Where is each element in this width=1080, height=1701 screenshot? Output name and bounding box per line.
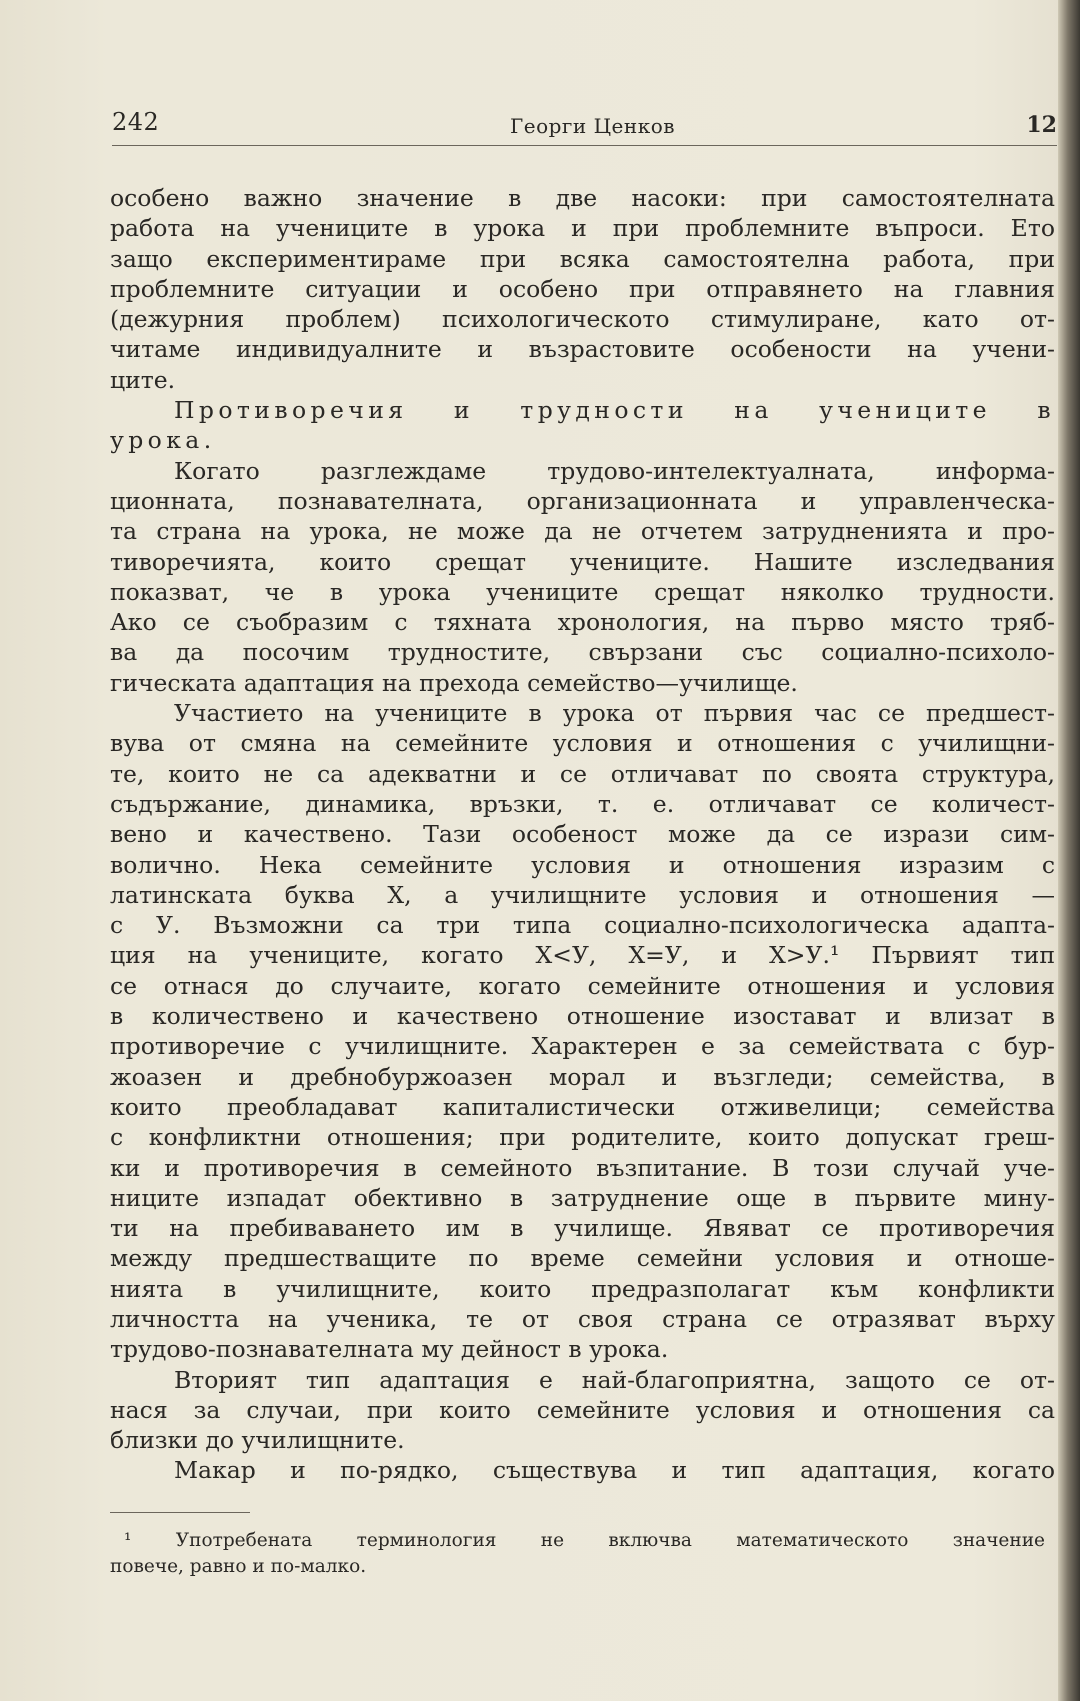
footnotes (110, 1528, 1045, 1580)
footnote-line: повече, равно и по-малко. (110, 1556, 367, 1577)
text-line: Ако се съобразим с тяхната хронология, на първо място тряб- (110, 608, 1055, 637)
header-rule (112, 145, 1057, 146)
text-line: личността на ученика, те от своя страна се отразяват върху (110, 1304, 1055, 1333)
text-line: ниците изпадат обективно в затруднение още в първите мину- (110, 1183, 1055, 1212)
main-text (110, 183, 1055, 1486)
text-line: показват, че в урока учениците срещат няколко трудности. (110, 577, 1055, 606)
text-line: ция на учениците, когато X<У, X=У, и X>У.¹ Първият тип (110, 941, 1055, 970)
text-line: защо експериментираме при всяка самостоятелна работа, при (110, 244, 1055, 273)
text-line: проблемните ситуации и особено при отправянето на главния (110, 274, 1055, 303)
text-line: с У. Възможни са три типа социално-психологическа адапта- (110, 911, 1055, 940)
text-line: ците. (110, 365, 176, 394)
text-line: гическата адаптация на прехода семейство—училище. (110, 668, 798, 697)
page-binding-edge (1058, 0, 1080, 1701)
text-line: ционната, познавателната, организационната и управленческа- (110, 486, 1055, 515)
text-line: работа на учениците в урока и при проблемните въпроси. Ето (110, 214, 1055, 243)
text-line: с конфликтни отношения; при родителите, които допускат греш- (110, 1123, 1055, 1152)
chapter-number: 12 (1026, 112, 1057, 138)
text-line: те, които не са адекватни и се отличават по своята структура, (110, 759, 1055, 788)
text-line: ки и противоречия в семейното възпитание. В този случай уче- (110, 1153, 1055, 1182)
text-line: Когато разглеждаме трудово-интелектуалната, информа- (174, 456, 1055, 485)
text-line: латинската буква X, а училищните условия и отношения — (110, 880, 1055, 909)
text-line: трудово-познавателната му дейност в урока. (110, 1335, 669, 1364)
text-line: (дежурния проблем) психологическото стимулиране, като от- (110, 305, 1055, 334)
text-line: нася за случаи, при които семейните условия и отношения са (110, 1395, 1055, 1424)
text-line: вено и качествено. Тази особеност може да се изрази сим- (110, 820, 1055, 849)
page-header (112, 108, 1057, 148)
section-heading: Противоречия и трудности на учениците в (174, 396, 1055, 425)
text-line: тиворечията, които срещат учениците. Нашите изследвания (110, 547, 1055, 576)
text-line: ва да посочим трудностите, свързани със социално-психоло- (110, 638, 1055, 667)
text-line: нията в училищните, които предразполагат към конфликти (110, 1274, 1055, 1303)
text-line: се отнася до случаите, когато семейните отношения и условия (110, 971, 1055, 1000)
text-line: жоазен и дребнобуржоазен морал и възгледи; семейства, в (110, 1062, 1055, 1091)
text-line: особено важно значение в две насоки: при самостоятелната (110, 184, 1055, 212)
text-line: между предшестващите по време семейни условия и отноше- (110, 1244, 1055, 1273)
footnote-line: ¹ Употребената терминология не включва математическото значение (124, 1530, 1045, 1551)
text-line: Участието на учениците в урока от първия час се предшест- (174, 699, 1055, 728)
text-line: в количествено и качествено отношение изостават и влизат в (110, 1002, 1055, 1031)
text-line: волично. Нека семейните условия и отношения изразим с (110, 850, 1055, 879)
section-heading: урока. (110, 426, 216, 455)
text-line: Вторият тип адаптация е най-благоприятна, защото се от- (174, 1365, 1055, 1394)
text-line: които преобладават капиталистически отживелици; семейства (110, 1092, 1055, 1121)
text-line: ти на пребиваването им в училище. Явяват се противоречия (110, 1214, 1055, 1243)
text-line: читаме индивидуалните и възрастовите особености на учени- (110, 335, 1055, 364)
text-line: вува от смяна на семейните условия и отношения с училищни- (110, 729, 1055, 758)
text-line: съдържание, динамика, връзки, т. е. отличават се количест- (110, 789, 1055, 818)
text-line: Макар и по-рядко, съществува и тип адаптация, когато (174, 1456, 1055, 1485)
running-title: Георги Ценков (510, 114, 675, 138)
text-line: противоречие с училищните. Характерен е за семействата с бур- (110, 1032, 1055, 1061)
footnote-rule (110, 1512, 250, 1513)
page-number: 242 (112, 108, 160, 136)
text-line: близки до училищните. (110, 1426, 405, 1455)
text-line: та страна на урока, не може да не отчетем затрудненията и про- (110, 517, 1055, 546)
